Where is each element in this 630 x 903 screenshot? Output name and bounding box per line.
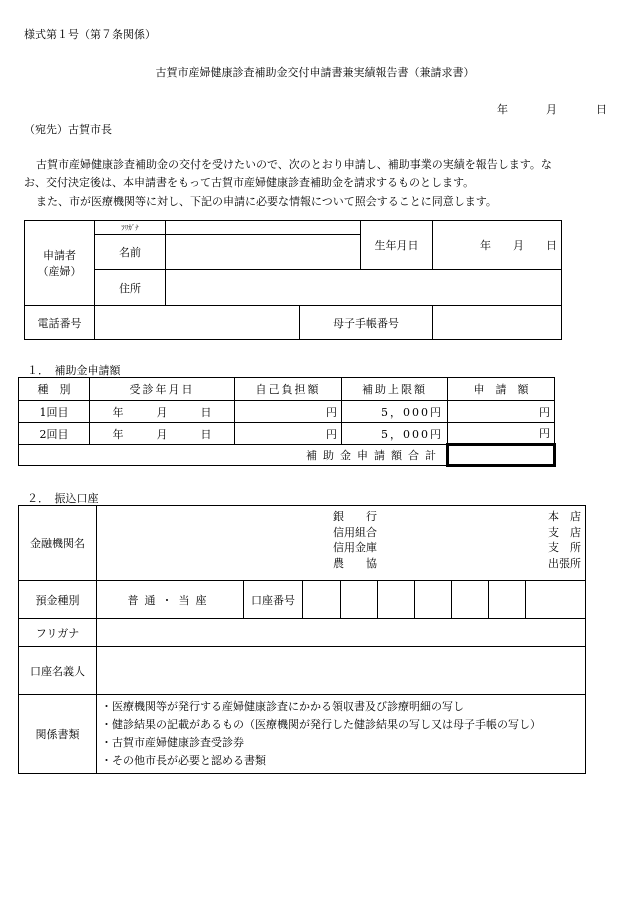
bank-account-table bbox=[18, 505, 586, 774]
header-self-pay: 自己負担額 bbox=[235, 378, 342, 401]
phone-label: 電話番号 bbox=[25, 306, 95, 340]
row1-limit: 5，000円 bbox=[342, 401, 448, 423]
row2-apply-amount[interactable]: 円 bbox=[448, 423, 555, 445]
date-month: 月 bbox=[546, 103, 557, 116]
account-digit[interactable] bbox=[452, 581, 489, 619]
section1-heading: １． 補助金申請額 bbox=[27, 364, 121, 377]
name-field[interactable] bbox=[166, 235, 361, 270]
account-digit[interactable] bbox=[341, 581, 378, 619]
furigana-label: ﾌﾘｶﾞﾅ bbox=[95, 221, 166, 235]
date-year: 年 bbox=[497, 103, 508, 116]
account-number-label: 口座番号 bbox=[244, 581, 303, 619]
list-item: ・健診結果の記載があるもの（医療機関が発行した健診結果の写し又は母子手帳の写し） bbox=[101, 718, 541, 731]
list-item: ・その他市長が必要と認める書類 bbox=[101, 754, 266, 767]
date-day: 日 bbox=[596, 103, 607, 116]
account-holder-field[interactable] bbox=[97, 647, 586, 695]
row2-kind: 2回目 bbox=[19, 423, 90, 445]
page-title: 古賀市産婦健康診査補助金交付申請書兼実績報告書（兼請求書） bbox=[155, 66, 475, 79]
form-number: 様式第１号（第７条関係） bbox=[24, 28, 156, 41]
row2-visit-date[interactable]: 年 月 日 bbox=[90, 423, 235, 445]
intro-line-1: 古賀市産婦健康診査補助金の交付を受けたいので、次のとおり申請し、補助事業の実績を報告します。な bbox=[36, 158, 552, 171]
address-label: 住所 bbox=[95, 270, 166, 306]
total-amount-field[interactable] bbox=[448, 445, 555, 466]
row1-apply-amount[interactable]: 円 bbox=[448, 401, 555, 423]
header-apply-amount: 申 請 額 bbox=[448, 378, 555, 401]
header-kind: 種 別 bbox=[19, 378, 90, 401]
total-label: 補助金申請額合計 bbox=[19, 445, 448, 466]
table-row bbox=[19, 423, 555, 445]
list-item: ・古賀市産婦健康診査受診券 bbox=[101, 736, 244, 749]
row1-self-pay[interactable]: 円 bbox=[235, 401, 342, 423]
row1-visit-date[interactable]: 年 月 日 bbox=[90, 401, 235, 423]
applicant-table bbox=[24, 220, 562, 340]
subsidy-table bbox=[18, 377, 556, 467]
mch-handbook-label: 母子手帳番号 bbox=[300, 306, 433, 340]
account-digit[interactable] bbox=[303, 581, 341, 619]
phone-field[interactable] bbox=[95, 306, 300, 340]
table-row bbox=[19, 401, 555, 423]
addressee: （宛先）古賀市長 bbox=[24, 123, 112, 136]
row2-limit: 5，000円 bbox=[342, 423, 448, 445]
deposit-type-options[interactable]: 普通・当座 bbox=[97, 581, 244, 619]
row2-self-pay[interactable]: 円 bbox=[235, 423, 342, 445]
address-field[interactable] bbox=[166, 270, 562, 306]
institution-field[interactable] bbox=[97, 506, 586, 581]
applicant-label: 申請者 （産婦） bbox=[25, 221, 95, 306]
section2-heading: ２． 振込口座 bbox=[27, 492, 99, 505]
related-docs-list bbox=[97, 695, 586, 774]
furigana-label-2: フリガナ bbox=[19, 619, 97, 647]
header-visit-date: 受診年月日 bbox=[90, 378, 235, 401]
deposit-type-label: 預金種別 bbox=[19, 581, 97, 619]
related-docs-label: 関係書類 bbox=[19, 695, 97, 774]
name-label: 名前 bbox=[95, 235, 166, 270]
account-furigana-field[interactable] bbox=[97, 619, 586, 647]
intro-line-2: お、交付決定後は、本申請書をもって古賀市産婦健康診査補助金を請求するものとします。 bbox=[24, 176, 475, 189]
mch-handbook-field[interactable] bbox=[433, 306, 562, 340]
list-item: ・医療機関等が発行する産婦健康診査にかかる領収書及び診療明細の写し bbox=[101, 700, 464, 713]
bank-type-list: 銀 行 信用組合 信用金庫 農 協 bbox=[333, 510, 377, 570]
row1-kind: 1回目 bbox=[19, 401, 90, 423]
header-limit: 補助上限額 bbox=[342, 378, 448, 401]
birthdate-label: 生年月日 bbox=[361, 221, 433, 270]
account-holder-label: 口座名義人 bbox=[19, 647, 97, 695]
furigana-field[interactable] bbox=[166, 221, 361, 235]
institution-label: 金融機関名 bbox=[19, 506, 97, 581]
account-digit[interactable] bbox=[415, 581, 452, 619]
intro-line-3: また、市が医療機関等に対し、下記の申請に必要な情報について照会することに同意します。 bbox=[36, 195, 497, 208]
account-digit[interactable] bbox=[489, 581, 526, 619]
account-digit[interactable] bbox=[378, 581, 415, 619]
branch-type-list: 本 店 支 店 支 所 出張所 bbox=[548, 510, 581, 570]
account-digit[interactable] bbox=[526, 581, 586, 619]
birthdate-field[interactable]: 年 月 日 bbox=[433, 221, 562, 270]
